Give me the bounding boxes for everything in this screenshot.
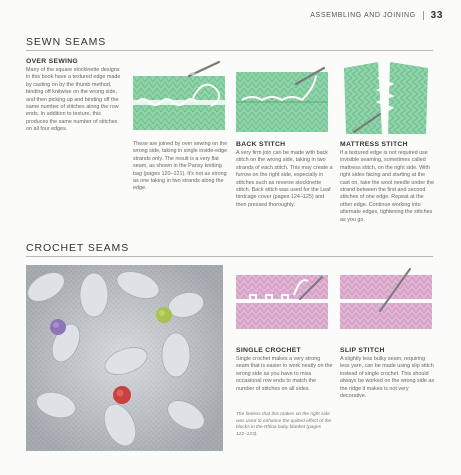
single-crochet-illustration [236,265,328,335]
page-header [310,10,443,21]
over-sewing-text: Many of the square stockinette designs in this book have a textured edge made by casting on by the thumb method, binding off knitwise on the wrong side, and then picking up and binding off the same number of stitches along the row ends. In addition to texture, this produces the same number of stitches on all four edges. [26,67,121,133]
back-stitch-heading: BACK STITCH [236,141,286,148]
over-sewing-illustration [133,58,225,138]
slip-stitch-heading: SLIP STITCH [340,347,385,354]
mattress-stitch-illustration [340,58,432,138]
crochet-seams-title: CROCHET SEAMS [26,242,130,254]
slip-stitch-text: A slightly less bulky seam, requiring less yarn, can be made using slip stitch instead of single crochet. This should always be worked on the wrong side as the ridge it makes is not very decorative. [340,356,435,400]
slip-stitch-illustration [340,265,432,335]
mattress-stitch-heading: MATTRESS STITCH [340,141,408,148]
photo-caption: The fanless that this makes on the right side was used to enhance the quilted effect of the blocks in the Rhloa baby blanket (pages 122–123). [236,412,332,437]
mattress-stitch-text: If a textured edge is not required use invisible seaming, sometimes called mattress stitch, on the right side. With right sides facing and starting at the cast on, take the wool needle under the strand between the first and second stitches of one edge. Repeat at the other edge. Continue working into alternate edges, tightening the stitches as you go. [340,150,435,223]
over-sewing-heading: OVER SEWING [26,58,79,65]
section-rule [26,256,433,257]
back-stitch-text: A very firm join can be made with back stitch on the wrong side, taking in two strands of each stitch. This may create a furrow on the right side, especially in stitches such as reverse stockinette stitch. Back stitch was used for the Leaf birdcage cover (pages 124–125) and then pressed thoroughly. [236,150,333,208]
header-divider [423,11,424,20]
knitted-blanket-photo [26,265,223,451]
back-stitch-illustration [236,58,328,138]
page-number: 33 [430,10,443,21]
running-head: ASSEMBLING AND JOINING [310,12,416,19]
single-crochet-text: Single crochet makes a very strong seam that is easier to work neatly on the wrong side as you have to miss occasional row ends to match the number of stitches on all sides. [236,356,333,392]
single-crochet-heading: SINGLE CROCHET [236,347,301,354]
section-rule [26,50,433,51]
sewn-seams-title: SEWN SEAMS [26,36,107,48]
over-sewing-note: These are joined by over sewing on the wrong side, taking in single inside-edge strands only. The result is a very flat seam, as shown in the Pansy knitting bag (pages 120–121). It's not as strong as one taking in two strands along the edge. [133,141,228,192]
